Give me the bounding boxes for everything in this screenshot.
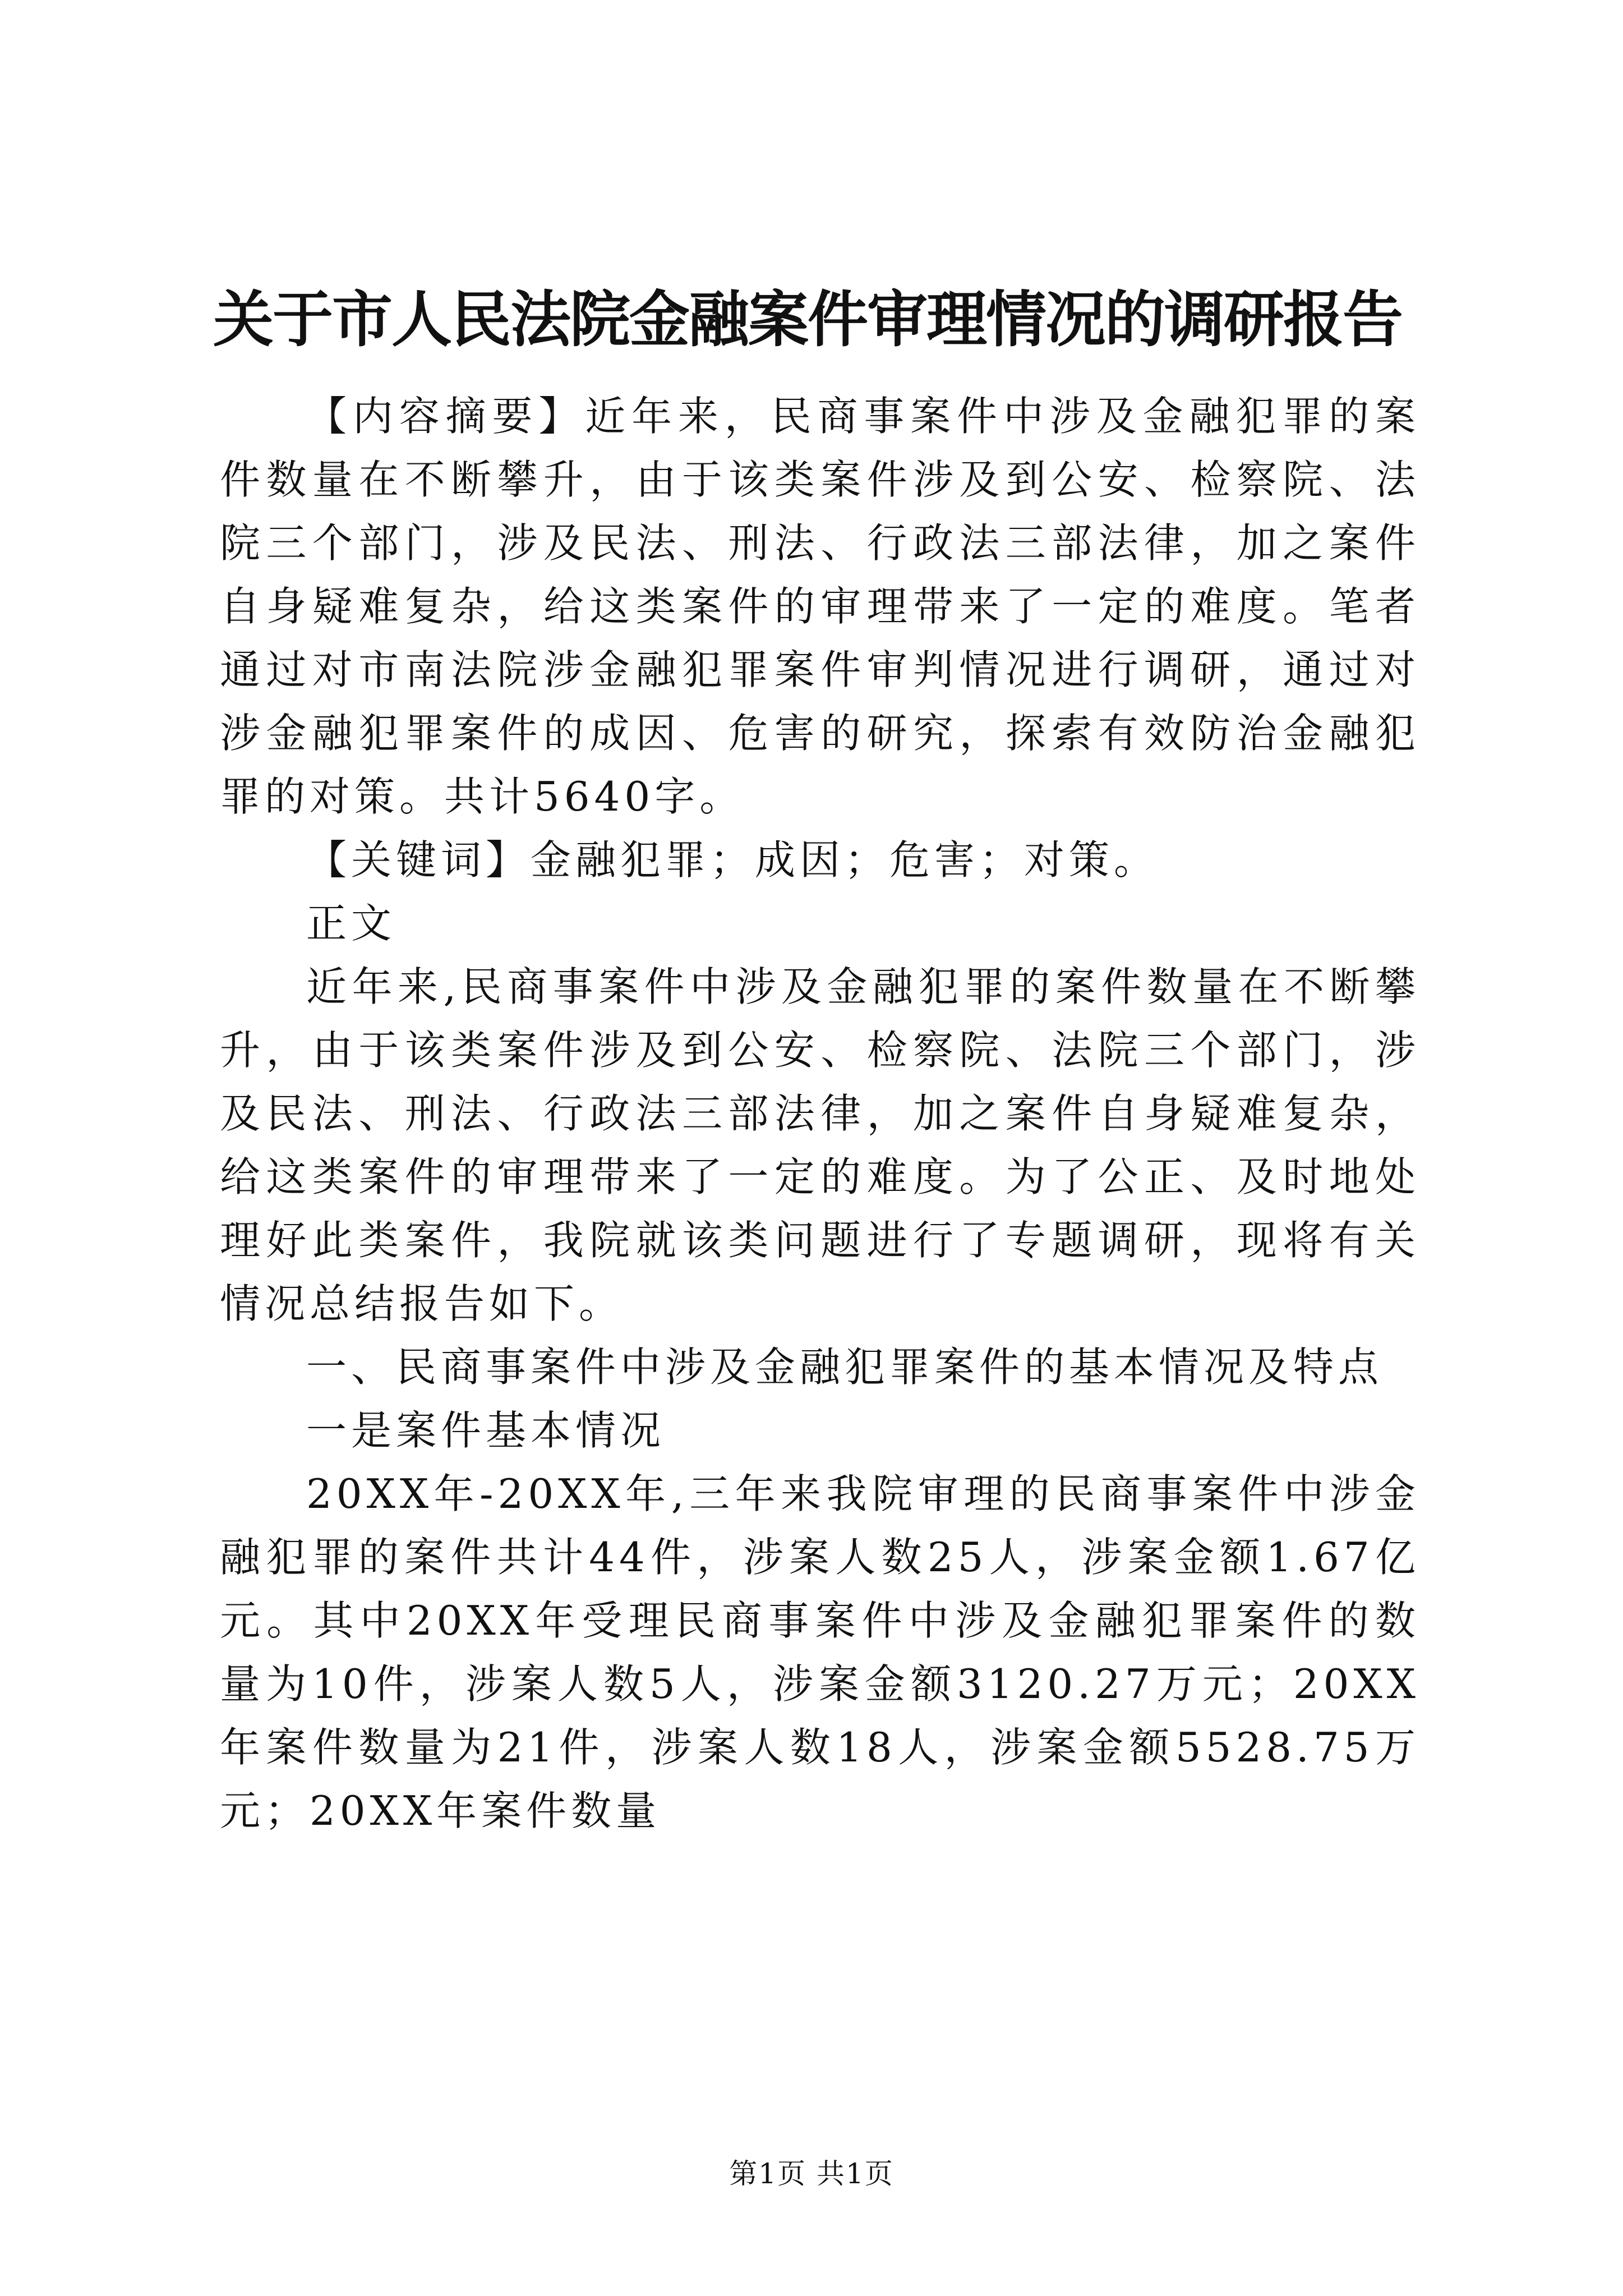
case-details-paragraph: 20XX年-20XX年,三年来我院审理的民商事案件中涉金融犯罪的案件共计44件，涉案人数25人，涉案金额1.67亿元。其中20XX年受理民商事案件中涉及金融犯罪案件的数量为10件，涉案人数5人，涉案金额3120.27万元；20XX年案件数量为21件，涉案人数18人，涉案金额5528.75万元；20XX年案件数量 — [220, 1470, 1420, 1834]
intro-paragraph: 近年来,民商事案件中涉及金融犯罪的案件数量在不断攀升，由于该类案件涉及到公安、检察院、法院三个部门，涉及民法、刑法、行政法三部法律，加之案件自身疑难复杂，给这类案件的审理带来了一定的难度。为了公正、及时地处理好此类案件，我院就该类问题进行了专题调研，现将有关情况总结报告如下。 — [220, 963, 1420, 1327]
subsection-heading: 一是案件基本情况 — [306, 1407, 666, 1454]
section-heading: 一、民商事案件中涉及金融犯罪案件的基本情况及特点 — [306, 1343, 1384, 1391]
document-body — [220, 385, 1420, 1843]
page-number: 第1页 共1页 — [729, 2157, 894, 2190]
document-title: 关于市人民法院金融案件审理情况的调研报告 — [213, 284, 1403, 355]
keywords-paragraph: 【关键词】金融犯罪；成因；危害；对策。 — [306, 836, 1159, 884]
main-text-heading: 正文 — [306, 900, 396, 947]
abstract-paragraph: 【内容摘要】近年来，民商事案件中涉及金融犯罪的案件数量在不断攀升，由于该类案件涉及到公安、检察院、法院三个部门，涉及民法、刑法、行政法三部法律，加之案件自身疑难复杂，给这类案件的审理带来了一定的难度。笔者通过对市南法院涉金融犯罪案件审判情况进行调研，通过对涉金融犯罪案件的成因、危害的研究，探索有效防治金融犯罪的对策。共计5640字。 — [220, 393, 1420, 820]
